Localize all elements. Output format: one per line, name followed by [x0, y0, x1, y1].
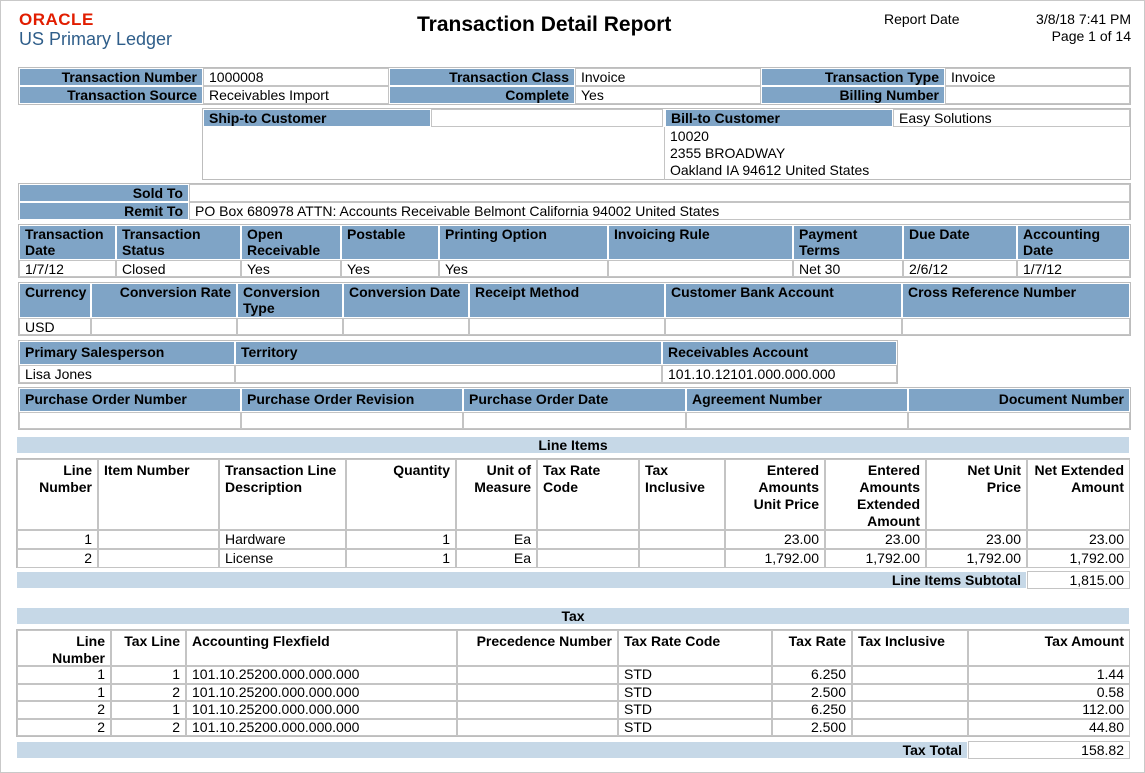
conversion-rate-header: Conversion Rate — [91, 283, 237, 318]
bill-to-value: Easy Solutions — [893, 109, 1130, 127]
line-items-header-cell: Tax Inclusive — [639, 459, 725, 530]
tax-cell: 1.44 — [968, 666, 1130, 684]
payment-terms-value: Net 30 — [793, 260, 903, 277]
tax-cell — [852, 666, 968, 684]
line-items-cell: 23.00 — [926, 530, 1027, 549]
tax-cell: 2.500 — [772, 684, 852, 702]
territory-value — [235, 365, 662, 383]
line-items-cell: 1 — [346, 549, 456, 568]
purchase-order-revision-value — [241, 412, 463, 429]
postable-header: Postable — [341, 225, 439, 260]
line-items-cell: 1 — [17, 530, 98, 549]
line-items-header-cell: Net Unit Price — [926, 459, 1027, 530]
bill-to-address — [670, 128, 869, 179]
line-items-cell — [639, 549, 725, 568]
line-items-cell: 1,792.00 — [825, 549, 926, 568]
transaction-type-label: Transaction Type — [761, 68, 945, 86]
tax-cell: STD — [618, 684, 772, 702]
tax-cell: 0.58 — [968, 684, 1130, 702]
sold-to-label: Sold To — [19, 184, 189, 202]
remit-to-label: Remit To — [19, 202, 189, 220]
tax-header-cell: Tax Rate — [772, 630, 852, 666]
tax-header-cell: Tax Amount — [968, 630, 1130, 666]
transaction-number-label: Transaction Number — [19, 68, 203, 86]
line-items-cell: 1,792.00 — [725, 549, 825, 568]
transaction-type-value: Invoice — [945, 68, 1130, 86]
tax-header-cell: Precedence Number — [457, 630, 618, 666]
tax-cell — [457, 719, 618, 737]
conversion-rate-value — [91, 318, 237, 335]
currency-value: USD — [19, 318, 91, 335]
report-title: Transaction Detail Report — [417, 13, 672, 36]
conversion-type-value — [237, 318, 343, 335]
tax-cell: 6.250 — [772, 701, 852, 719]
transaction-status-value: Closed — [116, 260, 241, 277]
line-items-subtotal-value: 1,815.00 — [1027, 571, 1130, 589]
line-items-cell: License — [219, 549, 346, 568]
tax-cell: 101.10.25200.000.000.000 — [186, 684, 457, 702]
transaction-source-value: Receivables Import — [203, 86, 389, 104]
primary-salesperson-header: Primary Salesperson — [19, 341, 235, 365]
bill-to-address-line: 10020 — [670, 128, 709, 144]
line-items-subtotal-label: Line Items Subtotal — [16, 571, 1027, 589]
line-items-cell: 23.00 — [725, 530, 825, 549]
currency-header: Currency — [19, 283, 91, 318]
receipt-method-header: Receipt Method — [469, 283, 665, 318]
cross-reference-number-value — [902, 318, 1130, 335]
report-date-label: Report Date — [884, 11, 960, 27]
tax-cell — [852, 701, 968, 719]
line-items-header-cell: Quantity — [346, 459, 456, 530]
page-number: Page 1 of 14 — [1051, 28, 1131, 44]
tax-cell: 2 — [111, 719, 186, 737]
customer-divider — [664, 127, 665, 180]
open-receivable-value: Yes — [241, 260, 341, 277]
purchase-order-date-header: Purchase Order Date — [463, 388, 686, 412]
transaction-source-label: Transaction Source — [19, 86, 203, 104]
line-items-header-cell: Transaction Line Description — [219, 459, 346, 530]
line-items-cell: 2 — [17, 549, 98, 568]
sold-to-value — [189, 184, 1130, 202]
tax-cell: 112.00 — [968, 701, 1130, 719]
conversion-date-header: Conversion Date — [343, 283, 469, 318]
document-number-value — [908, 412, 1130, 429]
purchase-order-revision-header: Purchase Order Revision — [241, 388, 463, 412]
accounting-date-header: Accounting Date — [1017, 225, 1130, 260]
line-items-cell: Hardware — [219, 530, 346, 549]
document-number-header: Document Number — [908, 388, 1130, 412]
tax-cell: 2.500 — [772, 719, 852, 737]
line-items-cell — [639, 530, 725, 549]
line-items-cell: 23.00 — [825, 530, 926, 549]
postable-value: Yes — [341, 260, 439, 277]
tax-cell: 101.10.25200.000.000.000 — [186, 666, 457, 684]
remit-to-value: PO Box 680978 ATTN: Accounts Receivable Belmont California 94002 United States — [189, 202, 1130, 220]
line-items-cell: 1,792.00 — [1027, 549, 1130, 568]
purchase-order-number-header: Purchase Order Number — [19, 388, 241, 412]
tax-cell: 1 — [111, 701, 186, 719]
line-items-header-cell: Item Number — [98, 459, 219, 530]
transaction-date-value: 1/7/12 — [19, 260, 116, 277]
tax-cell — [457, 684, 618, 702]
tax-cell — [457, 701, 618, 719]
tax-cell: 44.80 — [968, 719, 1130, 737]
oracle-logo: ORACLE — [19, 10, 94, 29]
tax-total-value: 158.82 — [968, 741, 1130, 759]
tax-header-cell: Tax Inclusive — [852, 630, 968, 666]
tax-cell: 2 — [17, 719, 111, 737]
line-items-header-cell: Entered Amounts Unit Price — [725, 459, 825, 530]
bill-to-label: Bill-to Customer — [665, 109, 893, 127]
primary-salesperson-value: Lisa Jones — [19, 365, 235, 383]
tax-header-cell: Line Number — [17, 630, 111, 666]
line-items-header-cell: Entered Amounts Extended Amount — [825, 459, 926, 530]
line-items-header-cell: Unit of Measure — [456, 459, 537, 530]
purchase-order-number-value — [19, 412, 241, 429]
due-date-header: Due Date — [903, 225, 1017, 260]
agreement-number-value — [686, 412, 908, 429]
billing-number-value — [945, 86, 1130, 104]
payment-terms-header: Payment Terms — [793, 225, 903, 260]
line-items-cell: Ea — [456, 549, 537, 568]
line-items-cell — [98, 530, 219, 549]
billing-number-label: Billing Number — [761, 86, 945, 104]
ship-to-value — [431, 109, 663, 127]
tax-header-cell: Tax Line — [111, 630, 186, 666]
cross-reference-number-header: Cross Reference Number — [902, 283, 1130, 318]
line-items-cell: 1,792.00 — [926, 549, 1027, 568]
printing-option-header: Printing Option — [439, 225, 608, 260]
bill-to-address-line: Oakland IA 94612 United States — [670, 162, 870, 178]
line-items-cell: Ea — [456, 530, 537, 549]
tax-cell: 101.10.25200.000.000.000 — [186, 719, 457, 737]
receivables-account-header: Receivables Account — [662, 341, 897, 365]
ship-to-label: Ship-to Customer — [203, 109, 431, 127]
receivables-account-value: 101.10.12101.000.000.000 — [662, 365, 897, 383]
ledger-name: US Primary Ledger — [19, 29, 173, 49]
customer-bank-account-value — [665, 318, 902, 335]
line-items-header-cell: Net Extended Amount — [1027, 459, 1130, 530]
tax-cell: 2 — [17, 701, 111, 719]
printing-option-value: Yes — [439, 260, 608, 277]
complete-value: Yes — [575, 86, 761, 104]
open-receivable-header: Open Receivable — [241, 225, 341, 260]
tax-total-label: Tax Total — [16, 741, 968, 759]
tax-cell — [852, 684, 968, 702]
tax-cell: 1 — [17, 666, 111, 684]
tax-cell: 6.250 — [772, 666, 852, 684]
tax-cell: 2 — [111, 684, 186, 702]
due-date-value: 2/6/12 — [903, 260, 1017, 277]
tax-cell: STD — [618, 701, 772, 719]
purchase-order-date-value — [463, 412, 686, 429]
invoicing-rule-header: Invoicing Rule — [608, 225, 793, 260]
tax-header-cell: Tax Rate Code — [618, 630, 772, 666]
tax-title: Tax — [16, 607, 1130, 625]
line-items-cell — [537, 530, 639, 549]
conversion-type-header: Conversion Type — [237, 283, 343, 318]
complete-label: Complete — [389, 86, 575, 104]
line-items-header-cell: Line Number — [17, 459, 98, 530]
tax-cell: STD — [618, 666, 772, 684]
tax-cell: STD — [618, 719, 772, 737]
line-items-cell — [537, 549, 639, 568]
line-items-cell: 23.00 — [1027, 530, 1130, 549]
transaction-date-header: Transaction Date — [19, 225, 116, 260]
transaction-class-label: Transaction Class — [389, 68, 575, 86]
conversion-date-value — [343, 318, 469, 335]
invoicing-rule-value — [608, 260, 793, 277]
tax-cell: 1 — [111, 666, 186, 684]
line-items-cell: 1 — [346, 530, 456, 549]
transaction-class-value: Invoice — [575, 68, 761, 86]
line-items-header-cell: Tax Rate Code — [537, 459, 639, 530]
line-items-cell — [98, 549, 219, 568]
report-date-value: 3/8/18 7:41 PM — [1036, 11, 1131, 27]
tax-cell — [457, 666, 618, 684]
territory-header: Territory — [235, 341, 662, 365]
receipt-method-value — [469, 318, 665, 335]
agreement-number-header: Agreement Number — [686, 388, 908, 412]
transaction-number-value: 1000008 — [203, 68, 389, 86]
tax-cell: 101.10.25200.000.000.000 — [186, 701, 457, 719]
customer-bank-account-header: Customer Bank Account — [665, 283, 902, 318]
bill-to-address-line: 2355 BROADWAY — [670, 145, 786, 161]
tax-cell: 1 — [17, 684, 111, 702]
tax-header-cell: Accounting Flexfield — [186, 630, 457, 666]
accounting-date-value: 1/7/12 — [1017, 260, 1130, 277]
tax-cell — [852, 719, 968, 737]
line-items-title: Line Items — [16, 436, 1130, 454]
transaction-status-header: Transaction Status — [116, 225, 241, 260]
